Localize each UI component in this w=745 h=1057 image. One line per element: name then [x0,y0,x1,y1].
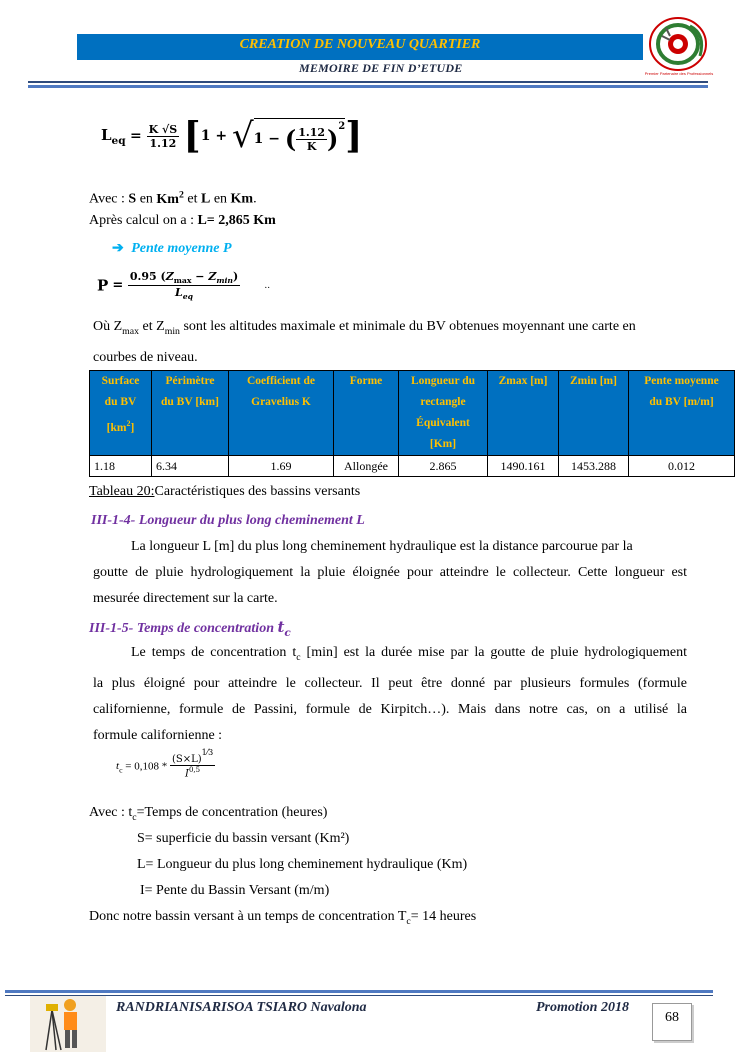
table-row [90,456,735,477]
z-paragraph: Où $Z_{max}$ et $Z_{min}$ sont les altitudes maximale et minimale du BV obtenues moyennant une carte en courbes de niveau. [93,319,636,365]
footer-rule-thick [5,990,713,993]
basin-table [89,370,735,477]
header-subtitle: MEMOIRE DE FIN D’ETUDE [299,61,463,75]
logo-caption: Premier Partenaire des Professionnels [644,71,714,76]
table-cell: 0.012 [629,456,735,477]
section-l-paragraph: La longueur L [m] du plus long cheminement hydraulique est la distance parcourue par la goutte de pluie hydrologiquement la pluie éloignée pour atteindre le collecteur. Cette longueur est mesurée directement sur la carte. [93,539,687,606]
table-cell: Allongée [334,456,399,477]
col-header: Longueur du rectangle Équivalent [Km] [399,371,488,456]
table-cell: 1490.161 [488,456,559,477]
table-header-row [90,371,735,456]
pente-heading: ➔ Pente moyenne P [112,241,232,256]
surveyor-image [30,996,106,1052]
col-header: Coefficient de Gravelius K [229,371,334,456]
table-caption: Tableau 20:Caractéristiques des bassins versants [89,484,361,499]
header-title: CREATION DE NOUVEAU QUARTIER [239,37,481,52]
page-number: 68 [652,1003,692,1041]
formula-p: P = $\frac{0.95 (Z_{max} - Z_{min})}{L_{eq}}$ .. [97,270,271,302]
section-heading-tc: III-1-5- Temps de concentration $t_c$ [89,618,291,639]
header-rule [28,81,708,83]
col-header: Zmax [m] [488,371,559,456]
section-tc-paragraph: Le temps de concentration $t_c$ [min] est la durée mise par la goutte de pluie hydrologiquement la plus éloigné pour atteindre le collecteur. Il peut être donné par plusieurs formules (formule californienne, formule de Passini, formule de Kirpitch…). Mais dans notre cas, on a utilisé la formule californienne : [93,645,688,743]
conclusion: Donc notre bassin versant à un temps de concentration $T_c= 14$ heures [89,909,477,927]
col-header: Forme [334,371,399,456]
col-header: Surface du BV $[km^2]$ [90,371,152,456]
def-tc: Avec : $t_c=Temps$ de concentration (heures) [89,805,328,823]
header-rule-thick [28,85,708,88]
def-l: L= Longueur du plus long cheminement hydraulique (Km) [137,857,468,872]
arrow-right-icon: ➔ [112,241,124,256]
footer-author: RANDRIANISARISOA TSIARO Navalona [116,1000,367,1015]
table-cell: 1.18 [90,456,152,477]
table-cell: 1453.288 [559,456,629,477]
footer-promotion: Promotion 2018 [536,1000,629,1015]
school-logo [640,16,718,80]
footer-rule [5,995,713,996]
formula-leq: $L_{eq}$ = $\frac{K √S}{1.12}$ [1 + √1 − ( $\frac{1.12}{K}$ )$^2$] [101,115,363,157]
section-heading-l: III-1-4- Longueur du plus long cheminement L [91,513,365,528]
table-cell: 6.34 [152,456,229,477]
col-header: Pente moyenne du BV [m/m] [629,371,735,456]
calc-paragraph: Après calcul on a : L= 2,865 Km [89,213,276,228]
table-cell: 1.69 [229,456,334,477]
def-i: I= Pente du Bassin Versant (m/m) [140,883,330,898]
formula-tc: $t_c = 0,108$ * $\frac{(S\times L)^{1⁄3}}{I^{0,5}}$ [116,748,214,780]
def-s: S= superficie du bassin versant (Km²) [137,831,350,846]
table-cell: 2.865 [399,456,488,477]
col-header: Périmètre du BV [km] [152,371,229,456]
col-header: Zmin [m] [559,371,629,456]
units-paragraph: Avec : S en Km$^2$ et L en Km. [89,189,257,207]
